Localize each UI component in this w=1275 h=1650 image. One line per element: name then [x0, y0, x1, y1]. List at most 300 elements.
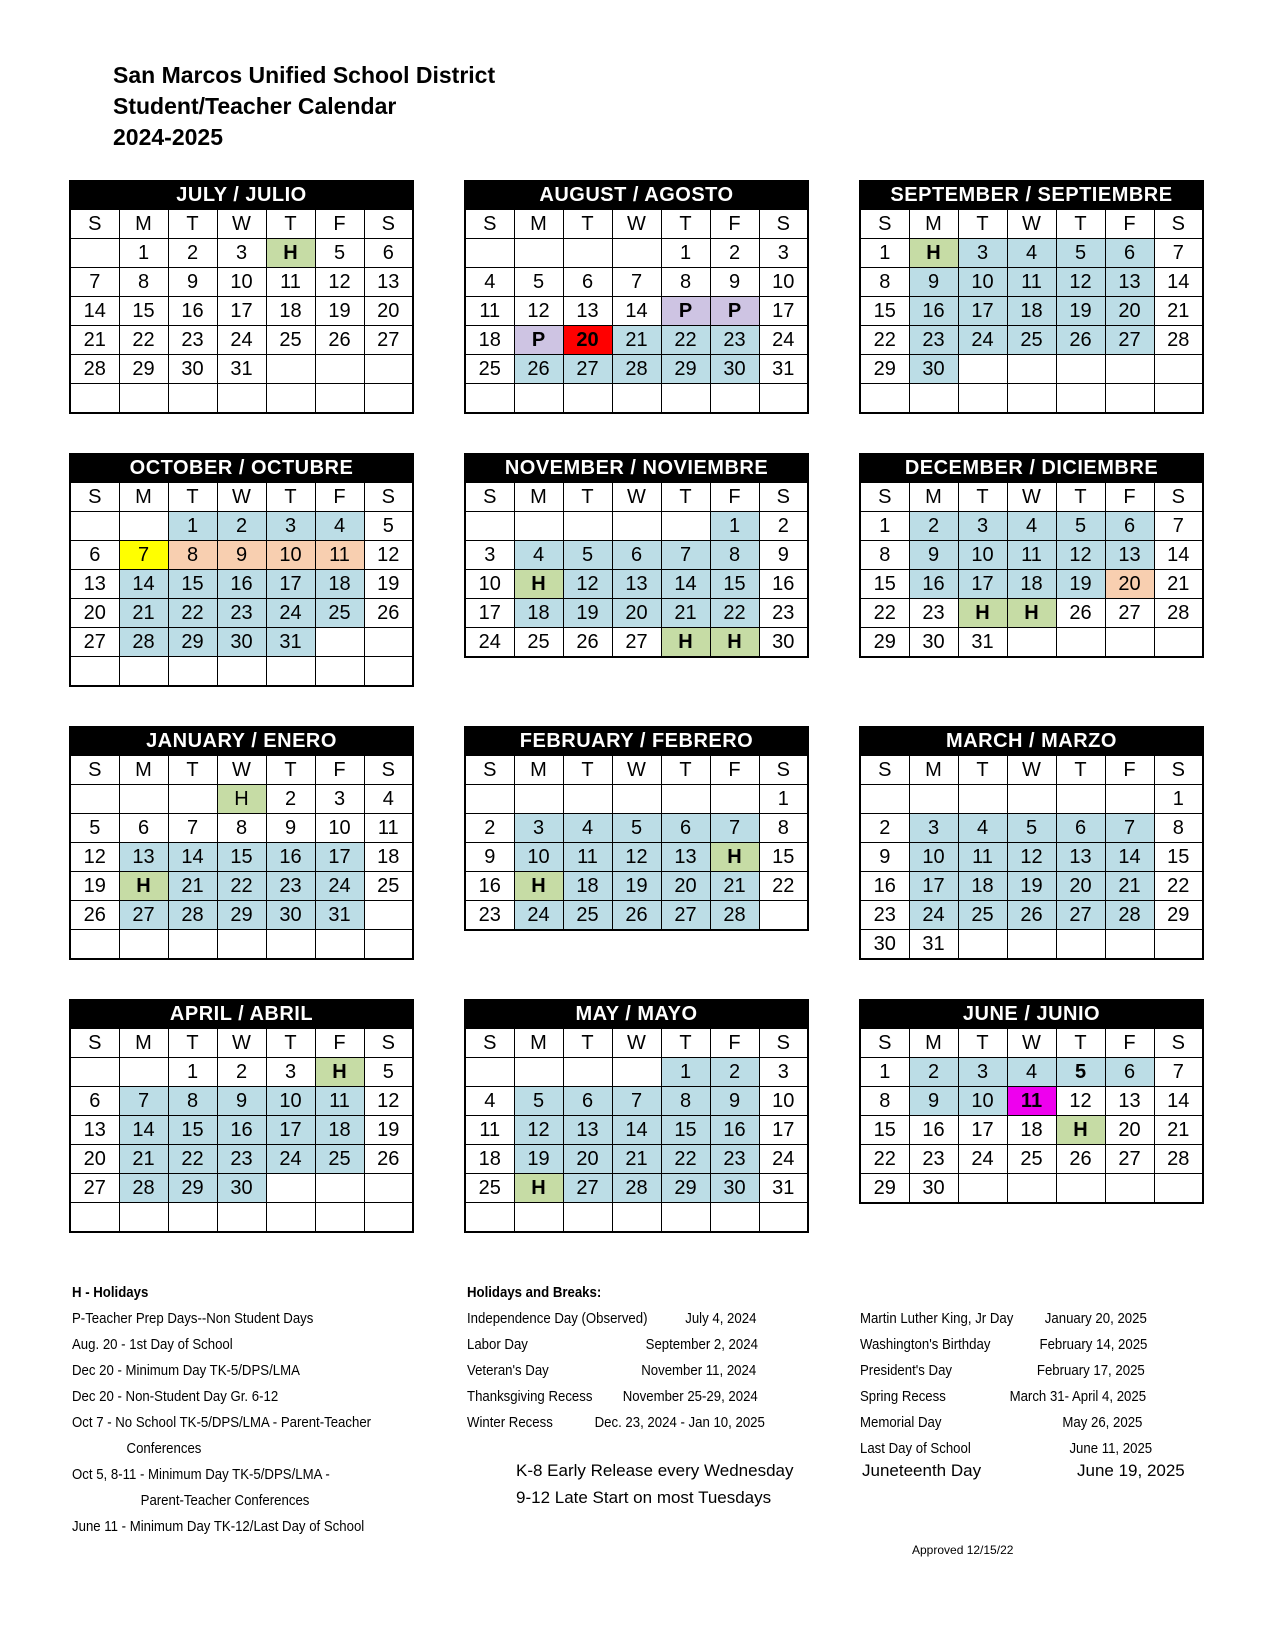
holiday-name: Veteran's Day: [467, 1362, 549, 1379]
weekday-header: F: [1105, 209, 1154, 239]
weekday-header: F: [1105, 1028, 1154, 1058]
day-cell: [364, 384, 413, 414]
day-cell: 6: [612, 541, 661, 570]
day-cell: [563, 1058, 612, 1087]
holiday-date: June 11, 2025: [1069, 1440, 1153, 1457]
day-cell: 1: [710, 512, 759, 541]
day-cell: 28: [1105, 901, 1154, 930]
day-cell: 7: [612, 1087, 661, 1116]
day-cell: [1056, 930, 1105, 960]
day-cell: 31: [759, 1174, 808, 1203]
day-cell: 27: [563, 1174, 612, 1203]
day-cell: 17: [465, 599, 514, 628]
day-cell: [1154, 628, 1203, 658]
day-cell: [1056, 785, 1105, 814]
day-cell: 19: [1007, 872, 1056, 901]
day-cell: [612, 1203, 661, 1233]
day-cell: [266, 355, 315, 384]
day-cell: 5: [315, 239, 364, 268]
weekday-header: M: [909, 1028, 958, 1058]
day-cell: 9: [217, 1087, 266, 1116]
day-cell: 14: [1154, 1087, 1203, 1116]
day-cell: [958, 355, 1007, 384]
day-cell: 29: [661, 355, 710, 384]
week-row: [860, 1087, 1203, 1116]
day-cell: 20: [1105, 297, 1154, 326]
weekday-header: S: [860, 755, 909, 785]
day-cell: 5: [364, 512, 413, 541]
day-cell: 19: [1056, 297, 1105, 326]
day-cell: 26: [1056, 599, 1105, 628]
day-cell: [612, 512, 661, 541]
week-row: [465, 843, 808, 872]
day-cell: [168, 384, 217, 414]
day-cell: [70, 1058, 119, 1087]
day-cell: [70, 239, 119, 268]
day-cell: 29: [1154, 901, 1203, 930]
day-cell: 22: [710, 599, 759, 628]
week-row: [465, 1203, 808, 1233]
day-cell: P: [661, 297, 710, 326]
weekday-header: S: [465, 755, 514, 785]
day-cell: 3: [266, 512, 315, 541]
weekday-header: W: [217, 209, 266, 239]
day-cell: [168, 657, 217, 687]
day-cell: 7: [70, 268, 119, 297]
day-cell: 22: [119, 326, 168, 355]
holiday-row: [860, 1384, 1177, 1410]
day-cell: 5: [70, 814, 119, 843]
weekday-header: T: [266, 482, 315, 512]
day-cell: 23: [710, 1145, 759, 1174]
day-cell: 14: [612, 297, 661, 326]
day-cell: [1056, 355, 1105, 384]
day-cell: 10: [266, 541, 315, 570]
day-cell: [364, 1174, 413, 1203]
week-row: [860, 930, 1203, 960]
weekday-header: T: [1056, 1028, 1105, 1058]
day-cell: 20: [364, 297, 413, 326]
day-cell: 16: [217, 1116, 266, 1145]
day-cell: 10: [266, 1087, 315, 1116]
week-row: [860, 843, 1203, 872]
day-cell: 10: [759, 1087, 808, 1116]
day-cell: [710, 785, 759, 814]
day-cell: 24: [266, 599, 315, 628]
day-cell: 21: [70, 326, 119, 355]
day-cell: 5: [612, 814, 661, 843]
weekday-header: T: [563, 209, 612, 239]
legend-item: June 11 - Minimum Day TK-12/Last Day of School: [72, 1518, 365, 1535]
day-cell: 22: [759, 872, 808, 901]
month-calendar: [464, 726, 809, 931]
week-row: [465, 599, 808, 628]
weekday-header: T: [563, 1028, 612, 1058]
day-cell: 12: [514, 297, 563, 326]
day-cell: 11: [958, 843, 1007, 872]
week-row: [860, 814, 1203, 843]
day-cell: 13: [612, 570, 661, 599]
day-cell: [661, 1203, 710, 1233]
day-cell: 5: [1056, 239, 1105, 268]
day-cell: 22: [1154, 872, 1203, 901]
month-title: JUNE / JUNIO: [860, 1000, 1203, 1028]
day-cell: 14: [1154, 268, 1203, 297]
day-cell: 16: [759, 570, 808, 599]
day-cell: [315, 384, 364, 414]
day-cell: 11: [364, 814, 413, 843]
juneteenth-name: Juneteenth Day: [862, 1461, 982, 1480]
day-cell: [514, 384, 563, 414]
weekday-header: T: [266, 1028, 315, 1058]
day-cell: 6: [563, 268, 612, 297]
day-cell: [465, 1058, 514, 1087]
week-row: [465, 1174, 808, 1203]
week-row: [70, 930, 413, 960]
holiday-name: Independence Day (Observed): [467, 1310, 648, 1327]
month-title: JANUARY / ENERO: [70, 727, 413, 755]
day-cell: 18: [1007, 570, 1056, 599]
day-cell: 13: [364, 268, 413, 297]
day-cell: [465, 1203, 514, 1233]
day-cell: 10: [958, 268, 1007, 297]
day-cell: [958, 1174, 1007, 1204]
week-row: [465, 1116, 808, 1145]
week-row: [465, 326, 808, 355]
holiday-name: Last Day of School: [860, 1440, 971, 1457]
day-cell: 15: [217, 843, 266, 872]
day-cell: 25: [266, 326, 315, 355]
day-cell: 24: [909, 901, 958, 930]
day-cell: 26: [563, 628, 612, 658]
day-cell: [315, 355, 364, 384]
weekday-header: S: [860, 482, 909, 512]
day-cell: 20: [1056, 872, 1105, 901]
day-cell: 19: [1056, 570, 1105, 599]
day-cell: 14: [1154, 541, 1203, 570]
week-row: [70, 355, 413, 384]
weekday-header: F: [710, 209, 759, 239]
day-cell: 11: [465, 1116, 514, 1145]
day-cell: 31: [958, 628, 1007, 658]
week-row: [70, 268, 413, 297]
day-cell: [119, 512, 168, 541]
day-cell: 10: [759, 268, 808, 297]
day-cell: [661, 512, 710, 541]
day-cell: 18: [465, 326, 514, 355]
week-row: [465, 872, 808, 901]
day-cell: 24: [315, 872, 364, 901]
week-row: [70, 1174, 413, 1203]
day-cell: 14: [612, 1116, 661, 1145]
day-cell: 5: [514, 1087, 563, 1116]
day-cell: 2: [266, 785, 315, 814]
day-cell: [514, 512, 563, 541]
day-cell: [465, 384, 514, 414]
weekday-header: T: [168, 1028, 217, 1058]
day-cell: 15: [710, 570, 759, 599]
day-cell: 12: [1007, 843, 1056, 872]
day-cell: 14: [70, 297, 119, 326]
day-cell: [1154, 930, 1203, 960]
day-cell: 23: [465, 901, 514, 931]
day-cell: 4: [364, 785, 413, 814]
day-cell: 13: [563, 1116, 612, 1145]
day-cell: [710, 1203, 759, 1233]
day-cell: 25: [514, 628, 563, 658]
day-cell: 17: [759, 297, 808, 326]
day-cell: [514, 1058, 563, 1087]
day-cell: 15: [860, 570, 909, 599]
day-cell: 21: [1154, 1116, 1203, 1145]
week-row: [860, 570, 1203, 599]
day-cell: 9: [909, 1087, 958, 1116]
day-cell: [860, 785, 909, 814]
day-cell: 16: [168, 297, 217, 326]
day-cell: 4: [958, 814, 1007, 843]
day-cell: 28: [168, 901, 217, 930]
weekday-header: S: [70, 482, 119, 512]
holiday-name: Washington's Birthday: [860, 1336, 991, 1353]
day-cell: 21: [168, 872, 217, 901]
day-cell: [465, 512, 514, 541]
day-cell: [514, 785, 563, 814]
week-row: [70, 384, 413, 414]
week-row: [70, 872, 413, 901]
day-cell: 17: [958, 297, 1007, 326]
legend-item: Oct 5, 8-11 - Minimum Day TK-5/DPS/LMA -: [72, 1466, 330, 1483]
week-row: [860, 541, 1203, 570]
late-start-note: 9-12 Late Start on most Tuesdays: [516, 1488, 772, 1507]
holiday-date: Dec. 23, 2024 - Jan 10, 2025: [594, 1414, 765, 1431]
day-cell: [759, 1203, 808, 1233]
legend: [72, 1280, 371, 1540]
holiday-name: President's Day: [860, 1362, 953, 1379]
day-cell: 15: [860, 1116, 909, 1145]
day-cell: 12: [1056, 268, 1105, 297]
day-cell: 3: [759, 239, 808, 268]
weekday-header: F: [1105, 755, 1154, 785]
weekday-header: S: [465, 209, 514, 239]
day-cell: 15: [759, 843, 808, 872]
day-cell: [612, 239, 661, 268]
weekday-header: S: [364, 209, 413, 239]
day-cell: [364, 901, 413, 930]
day-cell: [563, 1203, 612, 1233]
day-cell: 23: [860, 901, 909, 930]
week-row: [860, 1174, 1203, 1204]
weekday-header: F: [710, 1028, 759, 1058]
day-cell: [266, 657, 315, 687]
week-row: [70, 843, 413, 872]
day-cell: [364, 1203, 413, 1233]
day-cell: 10: [514, 843, 563, 872]
day-cell: [612, 1058, 661, 1087]
day-cell: 28: [1154, 326, 1203, 355]
legend-holidays: H - Holidays: [72, 1284, 149, 1301]
week-row: [70, 901, 413, 930]
day-cell: 14: [1105, 843, 1154, 872]
day-cell: 29: [168, 628, 217, 657]
day-cell: [364, 355, 413, 384]
day-cell: [119, 1203, 168, 1233]
day-cell: 7: [1105, 814, 1154, 843]
week-row: [70, 570, 413, 599]
day-cell: [1105, 384, 1154, 414]
day-cell: 17: [759, 1116, 808, 1145]
day-cell: 3: [315, 785, 364, 814]
day-cell: 28: [710, 901, 759, 931]
day-cell: 2: [217, 1058, 266, 1087]
day-cell: 13: [119, 843, 168, 872]
weekday-header: T: [266, 755, 315, 785]
holiday-name: Winter Recess: [467, 1414, 553, 1431]
day-cell: 12: [612, 843, 661, 872]
week-row: [465, 1058, 808, 1087]
day-cell: 17: [909, 872, 958, 901]
day-cell: 9: [465, 843, 514, 872]
day-cell: 22: [661, 326, 710, 355]
day-cell: 18: [315, 570, 364, 599]
month-calendar: [69, 453, 414, 687]
day-cell: 21: [1154, 297, 1203, 326]
month-title: DECEMBER / DICIEMBRE: [860, 454, 1203, 482]
day-cell: 2: [860, 814, 909, 843]
week-row: [465, 1145, 808, 1174]
day-cell: P: [514, 326, 563, 355]
day-cell: 27: [364, 326, 413, 355]
holiday-name: Martin Luther King, Jr Day: [860, 1310, 1014, 1327]
weekday-header: S: [70, 209, 119, 239]
day-cell: 6: [364, 239, 413, 268]
day-cell: [1007, 355, 1056, 384]
day-cell: 26: [514, 355, 563, 384]
day-cell: [70, 1203, 119, 1233]
day-cell: 1: [661, 1058, 710, 1087]
day-cell: 15: [168, 570, 217, 599]
weekday-header: W: [217, 1028, 266, 1058]
weekday-header: W: [1007, 482, 1056, 512]
week-row: [70, 657, 413, 687]
week-row: [860, 1058, 1203, 1087]
day-cell: [1154, 1174, 1203, 1204]
day-cell: 13: [1105, 1087, 1154, 1116]
day-cell: 8: [759, 814, 808, 843]
day-cell: 3: [266, 1058, 315, 1087]
day-cell: 29: [860, 355, 909, 384]
day-cell: 25: [315, 599, 364, 628]
day-cell: H: [266, 239, 315, 268]
day-cell: 13: [70, 1116, 119, 1145]
day-cell: [1007, 628, 1056, 658]
day-cell: 21: [612, 326, 661, 355]
day-cell: [119, 384, 168, 414]
day-cell: 20: [1105, 570, 1154, 599]
day-cell: 4: [1007, 1058, 1056, 1087]
day-cell: 9: [909, 268, 958, 297]
month-calendar: [69, 999, 414, 1233]
day-cell: H: [315, 1058, 364, 1087]
holiday-name: Labor Day: [467, 1336, 528, 1353]
day-cell: 15: [119, 297, 168, 326]
day-cell: 12: [364, 1087, 413, 1116]
day-cell: 8: [119, 268, 168, 297]
day-cell: 27: [1105, 326, 1154, 355]
day-cell: 29: [217, 901, 266, 930]
day-cell: 18: [315, 1116, 364, 1145]
month-title: SEPTEMBER / SEPTIEMBRE: [860, 181, 1203, 209]
day-cell: 7: [661, 541, 710, 570]
day-cell: 18: [364, 843, 413, 872]
day-cell: 30: [710, 1174, 759, 1203]
weekday-header: M: [514, 1028, 563, 1058]
day-cell: 29: [119, 355, 168, 384]
day-cell: 11: [266, 268, 315, 297]
holiday-date: May 26, 2025: [1062, 1414, 1143, 1431]
day-cell: 5: [1056, 512, 1105, 541]
day-cell: [1056, 384, 1105, 414]
day-cell: [759, 384, 808, 414]
day-cell: 28: [70, 355, 119, 384]
day-cell: 27: [612, 628, 661, 658]
day-cell: [315, 1174, 364, 1203]
day-cell: 12: [563, 570, 612, 599]
day-cell: 30: [909, 355, 958, 384]
weekday-header: S: [70, 755, 119, 785]
day-cell: 23: [909, 326, 958, 355]
day-cell: 8: [217, 814, 266, 843]
weekday-header: T: [168, 209, 217, 239]
day-cell: 23: [759, 599, 808, 628]
day-cell: 16: [909, 297, 958, 326]
day-cell: 19: [514, 1145, 563, 1174]
weekday-header: S: [1154, 1028, 1203, 1058]
week-row: [465, 355, 808, 384]
day-cell: 12: [514, 1116, 563, 1145]
weekday-header: M: [514, 755, 563, 785]
legend-item: Oct 7 - No School TK-5/DPS/LMA - Parent-Teacher: [72, 1414, 372, 1431]
weekday-header: T: [958, 209, 1007, 239]
day-cell: 1: [661, 239, 710, 268]
day-cell: H: [661, 628, 710, 658]
day-cell: 22: [661, 1145, 710, 1174]
month-calendar: [859, 453, 1204, 658]
day-cell: 1: [860, 239, 909, 268]
day-cell: 12: [70, 843, 119, 872]
day-cell: 4: [315, 512, 364, 541]
day-cell: [612, 384, 661, 414]
day-cell: [1105, 785, 1154, 814]
day-cell: [119, 1058, 168, 1087]
day-cell: [612, 785, 661, 814]
weekday-header: M: [119, 209, 168, 239]
week-row: [465, 901, 808, 931]
day-cell: 30: [217, 628, 266, 657]
day-cell: [70, 512, 119, 541]
day-cell: 30: [710, 355, 759, 384]
holiday-row: [467, 1306, 784, 1332]
day-cell: 23: [710, 326, 759, 355]
month-calendar: [69, 726, 414, 960]
week-row: [465, 570, 808, 599]
day-cell: 16: [860, 872, 909, 901]
day-cell: 20: [70, 1145, 119, 1174]
month-title: OCTOBER / OCTUBRE: [70, 454, 413, 482]
day-cell: [1007, 384, 1056, 414]
day-cell: 17: [958, 570, 1007, 599]
day-cell: 3: [759, 1058, 808, 1087]
weekday-header: W: [612, 755, 661, 785]
